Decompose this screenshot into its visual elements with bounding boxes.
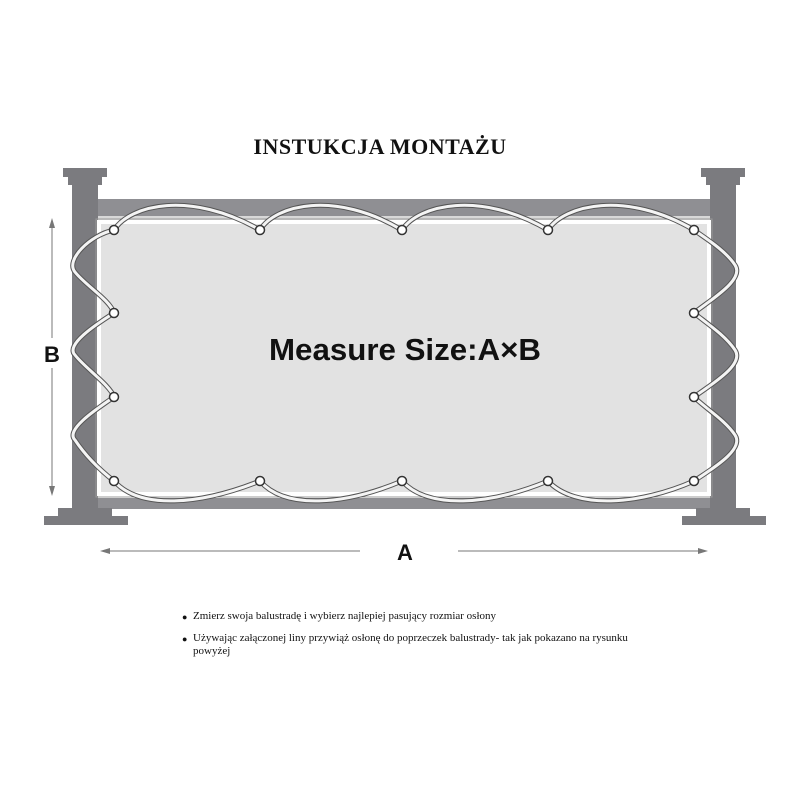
dimension-b-arrow-top [49,218,55,228]
eyelet [110,393,119,402]
eyelet [544,226,553,235]
eyelet [690,226,699,235]
dimension-a [100,540,708,565]
instructions-list [182,610,652,666]
dimension-b [38,218,66,496]
measure-size-label: Measure Size:A×B [269,332,541,367]
eyelet [110,226,119,235]
eyelet [110,309,119,318]
eyelet [398,477,407,486]
dimension-b-label: B [44,342,60,367]
instruction-item [182,610,652,624]
eyelet [110,477,119,486]
instruction-text: Używając załączonej liny przywiąż osłonę do poprzeczek balustrady- tak jak pokazano na rysunku powyżej [193,632,628,657]
eyelet [398,226,407,235]
dimension-a-arrow-left [100,548,110,554]
page-title: INSTUKCJA MONTAŻU [253,134,507,159]
eyelet [690,477,699,486]
bullet-icon: ● [182,612,188,622]
dimension-a-label: A [397,540,413,565]
eyelet [690,309,699,318]
eyelet [256,477,265,486]
dimension-a-arrow-right [698,548,708,554]
eyelet [544,477,553,486]
instruction-text: Zmierz swoja balustradę i wybierz najlepiej pasujący rozmiar osłony [193,610,497,622]
instruction-item [182,632,652,658]
eyelet [256,226,265,235]
bullet-icon: ● [182,634,188,644]
dimension-b-arrow-bottom [49,486,55,496]
eyelet [690,393,699,402]
